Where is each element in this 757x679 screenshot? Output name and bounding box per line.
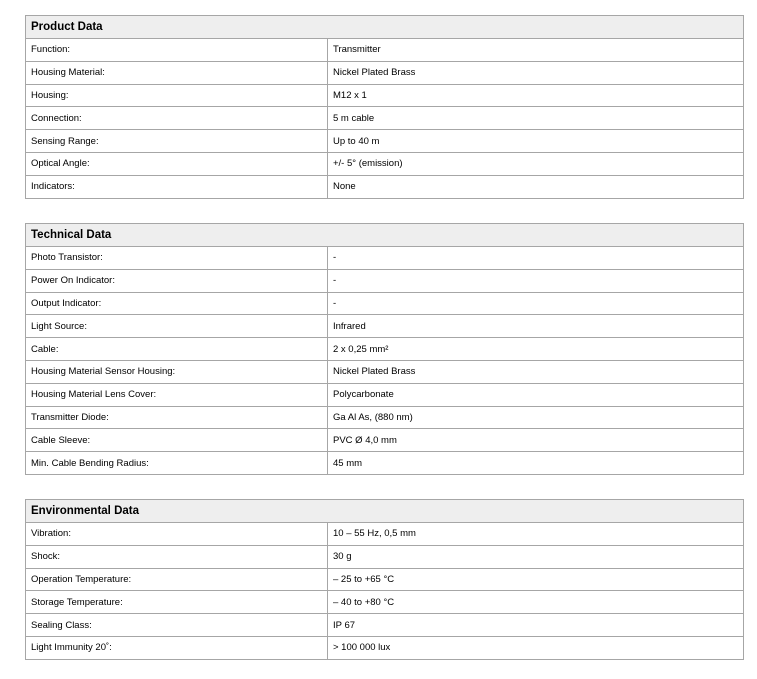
table-row (26, 107, 744, 130)
row-label: Transmitter Diode: (26, 406, 328, 429)
table-header-row (26, 224, 744, 247)
row-label: Shock: (26, 545, 328, 568)
row-label: Cable Sleeve: (26, 429, 328, 452)
table-row (26, 406, 744, 429)
row-value: Infrared (328, 315, 744, 338)
row-value: – 40 to +80 °C (328, 591, 744, 614)
row-value: 5 m cable (328, 107, 744, 130)
product-data-table (25, 15, 744, 199)
row-value: > 100 000 lux (328, 636, 744, 659)
table-row (26, 338, 744, 361)
row-value: None (328, 175, 744, 198)
table-header-row (26, 16, 744, 39)
row-label: Optical Angle: (26, 152, 328, 175)
row-label: Operation Temperature: (26, 568, 328, 591)
table-row (26, 84, 744, 107)
table-header-row (26, 500, 744, 523)
table-row (26, 614, 744, 637)
row-value: 45 mm (328, 452, 744, 475)
table-row (26, 452, 744, 475)
row-label: Storage Temperature: (26, 591, 328, 614)
table-row (26, 591, 744, 614)
row-label: Indicators: (26, 175, 328, 198)
environmental-data-table (25, 499, 744, 660)
row-value: Ga Al As, (880 nm) (328, 406, 744, 429)
table-row (26, 247, 744, 270)
row-label: Connection: (26, 107, 328, 130)
row-label: Light Immunity 20˚: (26, 636, 328, 659)
table-row (26, 545, 744, 568)
row-label: Housing: (26, 84, 328, 107)
table-row (26, 39, 744, 62)
table-row (26, 269, 744, 292)
row-label: Housing Material Lens Cover: (26, 383, 328, 406)
row-label: Light Source: (26, 315, 328, 338)
row-value: – 25 to +65 °C (328, 568, 744, 591)
row-label: Output Indicator: (26, 292, 328, 315)
row-label: Sensing Range: (26, 130, 328, 153)
row-label: Housing Material: (26, 61, 328, 84)
row-value: Up to 40 m (328, 130, 744, 153)
row-label: Vibration: (26, 523, 328, 546)
row-value: - (328, 247, 744, 270)
row-label: Housing Material Sensor Housing: (26, 360, 328, 383)
table-row (26, 523, 744, 546)
table-row (26, 61, 744, 84)
table-row (26, 568, 744, 591)
row-value: 2 x 0,25 mm² (328, 338, 744, 361)
row-label: Photo Transistor: (26, 247, 328, 270)
table-row (26, 130, 744, 153)
row-value: Transmitter (328, 39, 744, 62)
row-value: 10 – 55 Hz, 0,5 mm (328, 523, 744, 546)
table-row (26, 383, 744, 406)
row-label: Sealing Class: (26, 614, 328, 637)
table-row (26, 315, 744, 338)
table-row (26, 429, 744, 452)
table-row (26, 360, 744, 383)
row-value: M12 x 1 (328, 84, 744, 107)
row-value: Nickel Plated Brass (328, 360, 744, 383)
row-value: Polycarbonate (328, 383, 744, 406)
section-title: Environmental Data (26, 500, 744, 523)
row-label: Function: (26, 39, 328, 62)
row-value: 30 g (328, 545, 744, 568)
row-value: - (328, 292, 744, 315)
table-row (26, 636, 744, 659)
table-row (26, 292, 744, 315)
row-value: PVC Ø 4,0 mm (328, 429, 744, 452)
row-label: Min. Cable Bending Radius: (26, 452, 328, 475)
row-label: Power On Indicator: (26, 269, 328, 292)
table-row (26, 152, 744, 175)
section-title: Product Data (26, 16, 744, 39)
table-row (26, 175, 744, 198)
row-label: Cable: (26, 338, 328, 361)
section-title: Technical Data (26, 224, 744, 247)
row-value: IP 67 (328, 614, 744, 637)
row-value: Nickel Plated Brass (328, 61, 744, 84)
row-value: +/- 5° (emission) (328, 152, 744, 175)
row-value: - (328, 269, 744, 292)
technical-data-table (25, 223, 744, 475)
